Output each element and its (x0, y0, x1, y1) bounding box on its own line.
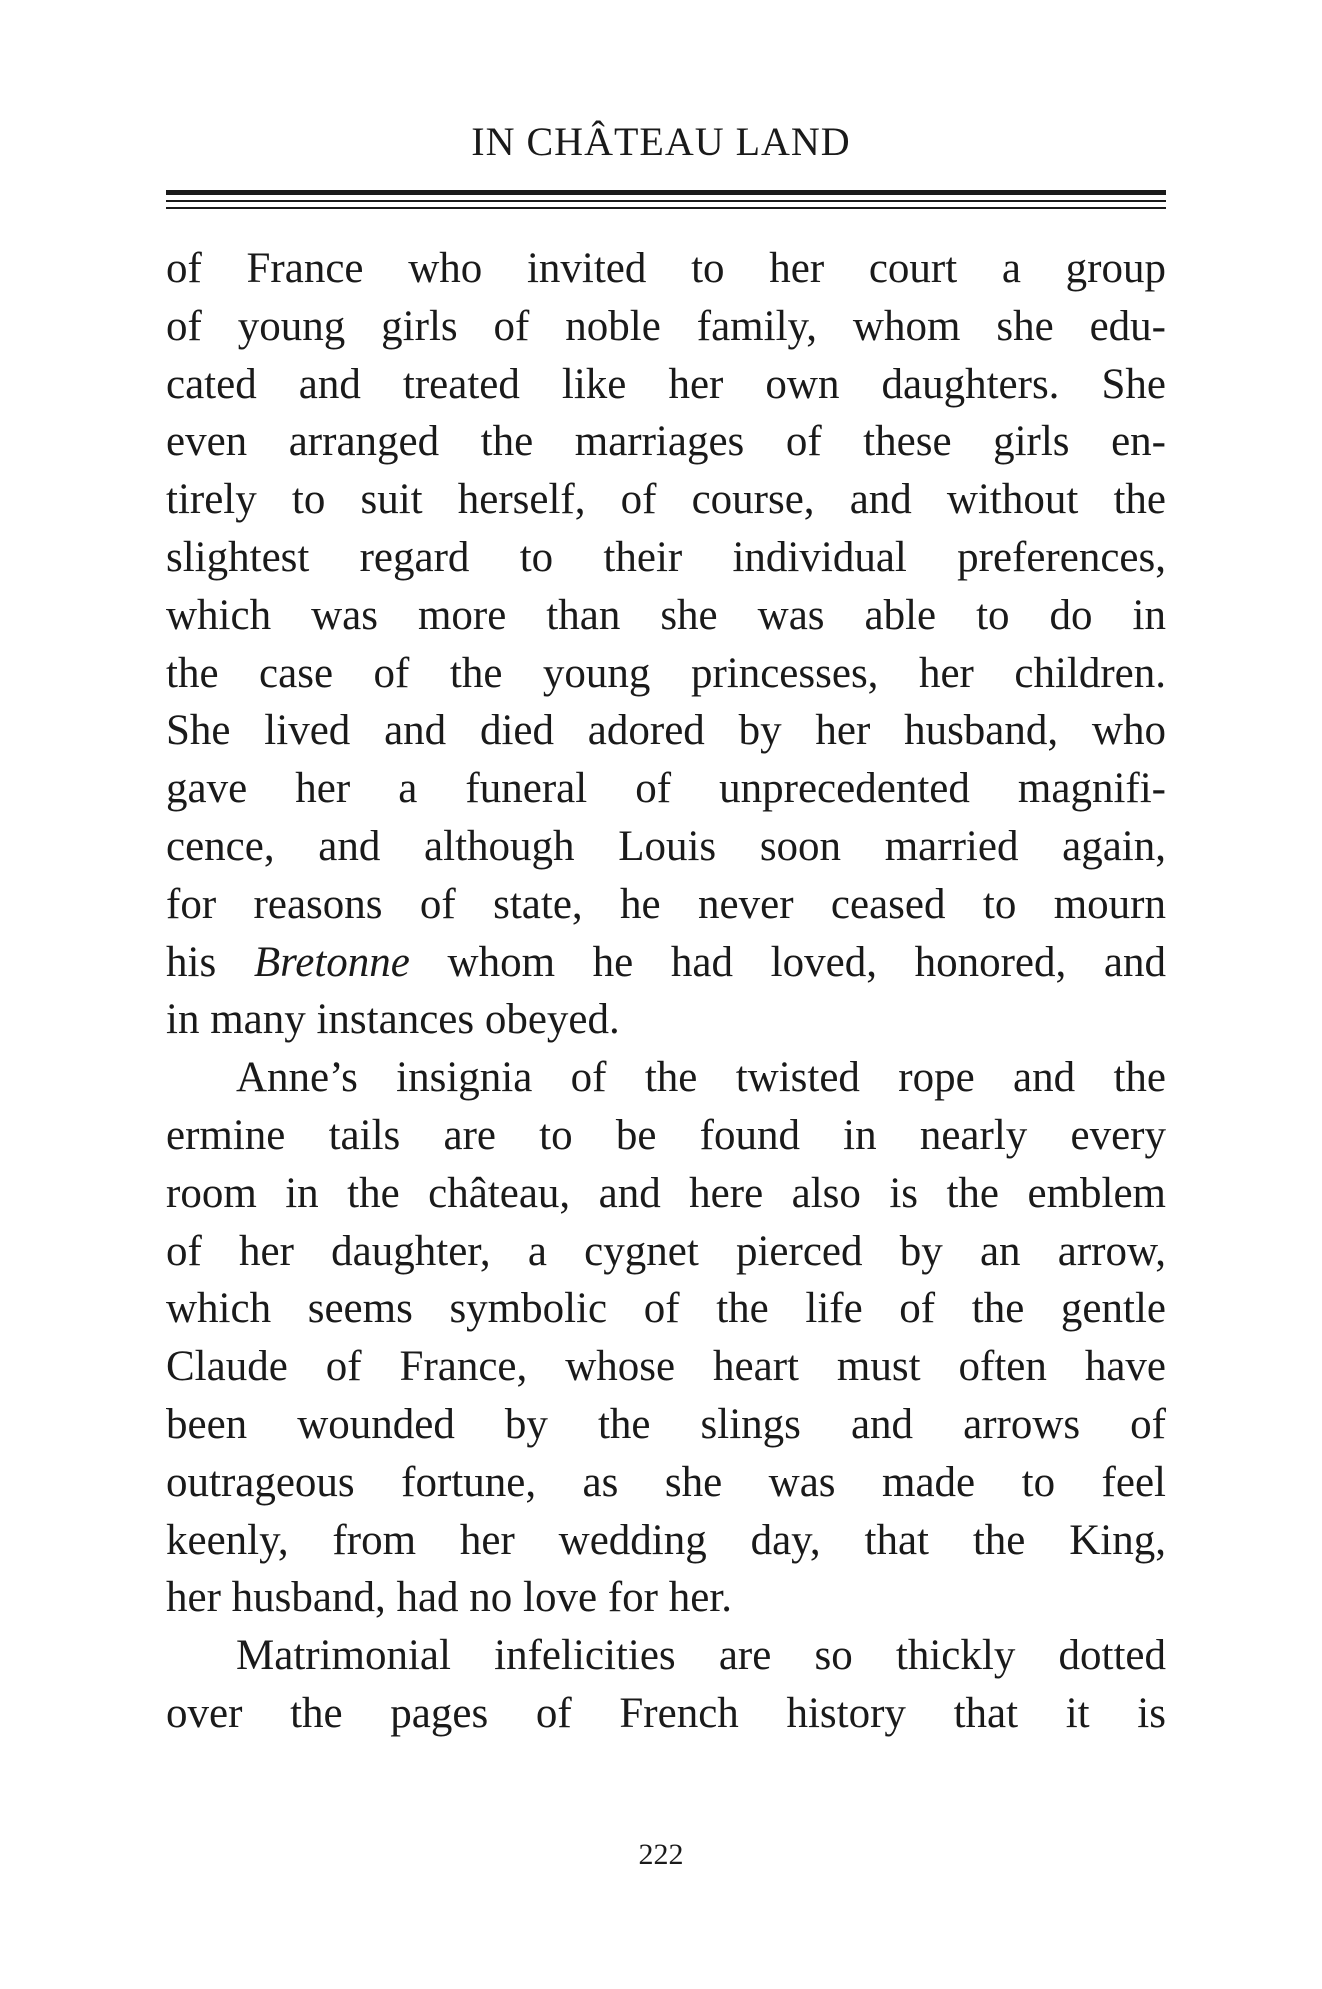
text-line: Claude of France, whose heart must often have (166, 1343, 1166, 1391)
header-rule (166, 190, 1166, 195)
text-line: even arranged the marriages of these girls en- (166, 418, 1166, 466)
text-line: over the pages of French history that it is (166, 1689, 1166, 1737)
text-line: cated and treated like her own daughters. She (166, 360, 1166, 408)
text-line: outrageous fortune, as she was made to feel (166, 1458, 1166, 1506)
text-line: tirely to suit herself, of course, and without the (166, 476, 1166, 524)
text-segment: his (166, 938, 254, 986)
page-number: 222 (638, 1838, 684, 1871)
text-line: for reasons of state, he never ceased to mourn (166, 880, 1166, 928)
text-line-italic (166, 934, 1166, 992)
text-line: Anne’s insignia of the twisted rope and the (236, 1054, 1166, 1102)
text-line: in many instances obeyed. (166, 996, 620, 1044)
header-rule-thin-2 (166, 207, 1166, 209)
italic-word: Bretonne (253, 938, 410, 986)
running-title: IN CHÂTEAU LAND (471, 119, 851, 164)
text-line: room in the château, and here also is the emblem (166, 1169, 1166, 1217)
text-line: which seems symbolic of the life of the gentle (166, 1285, 1166, 1333)
text-line: of her daughter, a cygnet pierced by an arrow, (166, 1227, 1166, 1275)
text-line: cence, and although Louis soon married again, (166, 822, 1166, 870)
text-segment: whom he had loved, honored, and (409, 938, 1166, 986)
text-line: of France who invited to her court a group (166, 245, 1166, 292)
body-text (166, 240, 1166, 1743)
text-line: her husband, had no love for her. (166, 1574, 733, 1622)
header-rule-thin (166, 200, 1166, 202)
text-line: of young girls of noble family, whom she edu- (166, 302, 1166, 350)
text-line: Matrimonial infelicities are so thickly dotted (236, 1632, 1166, 1680)
text-line: gave her a funeral of unprecedented magnifi- (166, 765, 1166, 813)
text-line: the case of the young princesses, her children. (166, 649, 1166, 697)
text-line: She lived and died adored by her husband, who (166, 707, 1166, 755)
text-line: keenly, from her wedding day, that the King, (166, 1516, 1166, 1564)
text-line: which was more than she was able to do in (166, 591, 1166, 639)
text-line: ermine tails are to be found in nearly every (166, 1111, 1166, 1159)
text-line: slightest regard to their individual preferences, (166, 533, 1166, 581)
text-line: been wounded by the slings and arrows of (166, 1400, 1166, 1448)
